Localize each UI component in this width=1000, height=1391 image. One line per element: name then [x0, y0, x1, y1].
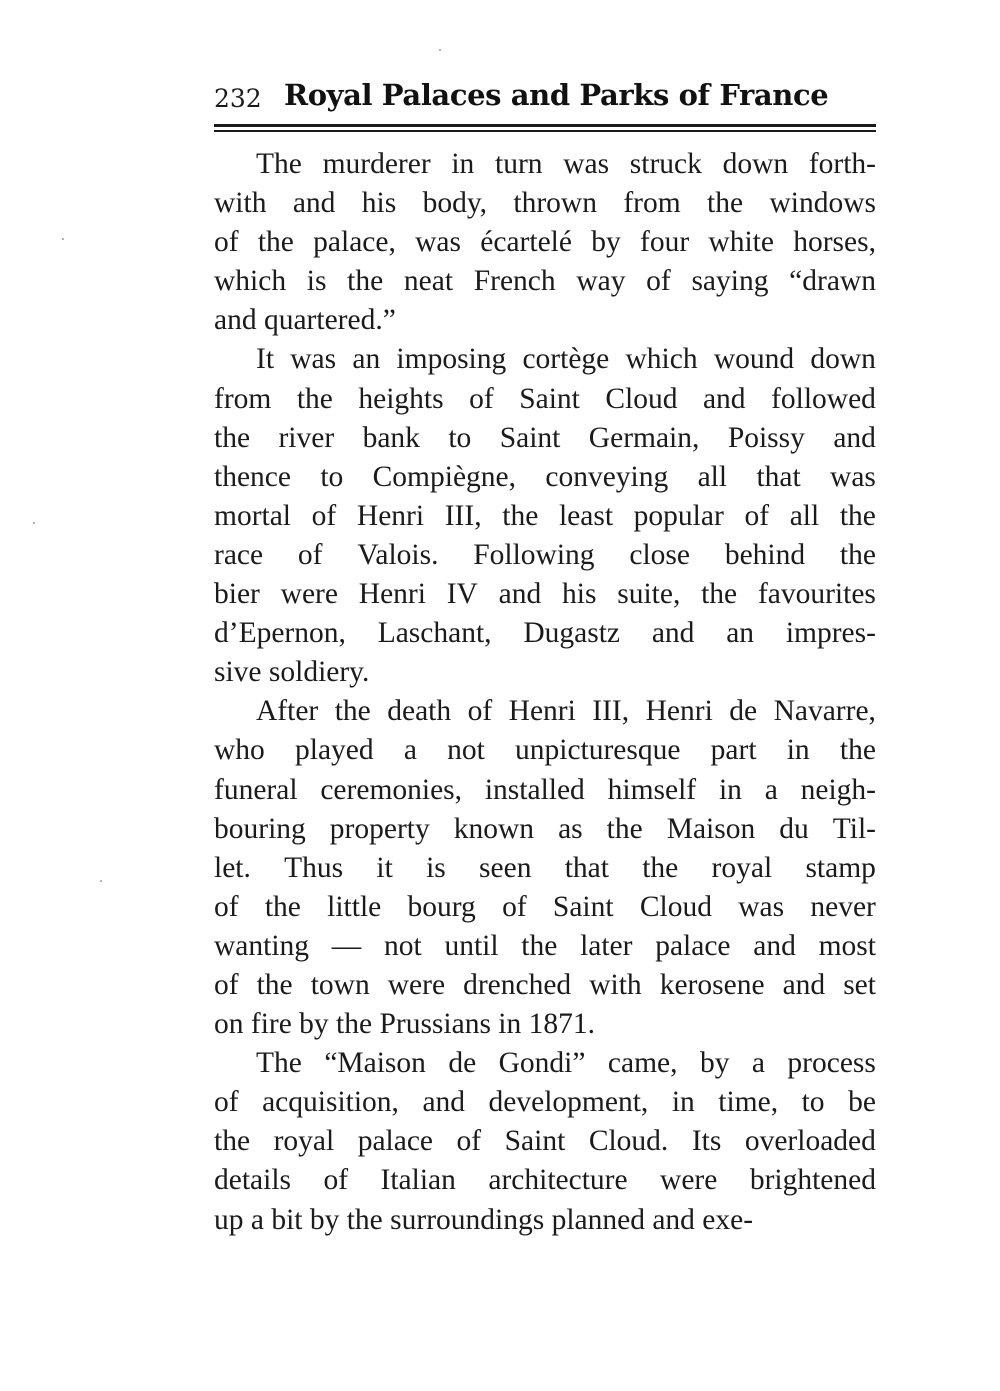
word: which: [214, 265, 287, 298]
word: wanting: [214, 929, 310, 962]
word: favourites: [757, 578, 876, 611]
word: death: [387, 695, 452, 728]
word: wound: [713, 343, 795, 376]
word: Saint: [504, 1125, 566, 1158]
word: time,: [718, 1086, 779, 1119]
word: thence: [214, 460, 291, 493]
text-line: [214, 1122, 876, 1161]
word: the: [264, 890, 301, 923]
word: imposing: [396, 343, 507, 376]
word: was: [415, 226, 462, 259]
word: thrown: [513, 187, 597, 220]
page-header: [214, 78, 876, 124]
word: to: [320, 460, 344, 493]
word: most: [818, 929, 876, 962]
word: palace: [357, 1125, 434, 1158]
word: the: [606, 812, 643, 845]
word: that: [564, 851, 609, 884]
text-line: and quartered.”: [214, 304, 396, 337]
text-line: sive soldiery.: [214, 656, 370, 689]
word: the: [839, 538, 876, 571]
word: was: [830, 460, 876, 493]
word: the: [296, 382, 333, 415]
word: d’Epernon,: [214, 617, 346, 650]
word: Cloud: [639, 890, 712, 923]
word: of: [311, 499, 337, 532]
word: impres-: [785, 617, 876, 650]
word: “drawn: [789, 265, 876, 298]
word: unpicturesque: [515, 734, 681, 767]
word: of: [744, 499, 770, 532]
word: ceremonies,: [320, 773, 463, 806]
word: is: [426, 851, 446, 884]
word: white: [708, 226, 774, 259]
word: popular: [633, 499, 724, 532]
word: and: [833, 421, 876, 454]
word: architecture: [488, 1164, 628, 1197]
word: funeral: [214, 773, 298, 806]
word: which: [625, 343, 698, 376]
word: by: [591, 226, 621, 259]
word: process: [787, 1047, 876, 1080]
text-line: [214, 340, 876, 379]
word: After: [256, 695, 319, 728]
word: neat: [403, 265, 454, 298]
word: came,: [607, 1047, 678, 1080]
word: behind: [724, 538, 806, 571]
word: down: [810, 343, 876, 376]
page-number: 232: [214, 84, 262, 113]
word: and: [753, 929, 796, 962]
paragraph: [214, 145, 876, 340]
word: not: [384, 929, 422, 962]
word: palace: [655, 929, 731, 962]
word: the: [214, 1125, 251, 1158]
text-line: [214, 1161, 876, 1200]
word: let.: [214, 851, 251, 884]
word: were: [660, 1164, 718, 1197]
word: Cloud.: [588, 1125, 669, 1158]
word: a: [403, 734, 417, 767]
word: “Maison: [324, 1047, 426, 1080]
word: was: [290, 343, 337, 376]
word: Navarre,: [773, 695, 876, 728]
scan-speck: [33, 522, 35, 524]
word: river: [278, 421, 335, 454]
text-line: [214, 849, 876, 888]
word: Following: [473, 538, 595, 571]
word: and: [498, 578, 542, 611]
word: all: [789, 499, 820, 532]
word: his: [562, 578, 597, 611]
word: Gondi”: [498, 1047, 586, 1080]
word: stamp: [805, 851, 876, 884]
word: Henri: [508, 695, 576, 728]
word: Laschant,: [377, 617, 492, 650]
word: windows: [769, 187, 876, 220]
scan-speck: [62, 238, 64, 240]
word: an: [352, 343, 381, 376]
text-line: [214, 497, 876, 536]
word: four: [640, 226, 690, 259]
word: with: [589, 968, 642, 1001]
word: that: [756, 460, 801, 493]
word: Italian: [380, 1164, 456, 1197]
word: followed: [771, 382, 876, 415]
word: his: [361, 187, 397, 220]
word: down: [722, 148, 789, 180]
word: from: [623, 187, 681, 220]
paragraph: [214, 692, 876, 1044]
word: Saint: [552, 890, 614, 923]
word: installed: [484, 773, 585, 806]
word: of: [646, 265, 671, 298]
word: Poissy: [727, 421, 805, 454]
word: to: [801, 1086, 825, 1119]
word: It: [256, 343, 275, 376]
word: acquisition,: [262, 1086, 399, 1119]
word: of: [456, 1125, 482, 1158]
text-line: [214, 536, 876, 575]
word: the: [257, 226, 294, 259]
word: be: [848, 1086, 876, 1119]
word: played: [295, 734, 374, 767]
word: the: [521, 929, 558, 962]
word: of: [214, 890, 239, 923]
text-line: [214, 380, 876, 419]
text-line: [214, 810, 876, 849]
word: the: [214, 421, 251, 454]
word: struck: [629, 148, 702, 180]
text-line: [214, 223, 876, 262]
word: III,: [592, 695, 630, 728]
word: bouring: [214, 812, 306, 845]
word: were: [280, 578, 338, 611]
word: III,: [444, 499, 482, 532]
word: who: [214, 734, 265, 767]
text-line: [214, 614, 876, 653]
word: du: [779, 812, 809, 845]
word: saying: [691, 265, 769, 298]
word: of: [214, 226, 239, 259]
word: royal: [273, 1125, 335, 1158]
text-line: [214, 771, 876, 810]
word: an: [726, 617, 755, 650]
word: Thus: [284, 851, 344, 884]
word: to: [448, 421, 472, 454]
word: and: [422, 1086, 466, 1119]
word: with: [214, 187, 267, 220]
word: it: [376, 851, 393, 884]
header-rule-thick: [214, 124, 876, 127]
word: the: [707, 187, 744, 220]
word: details: [214, 1164, 292, 1197]
text-line: [214, 888, 876, 927]
word: bank: [362, 421, 420, 454]
word: the: [256, 968, 293, 1001]
word: was: [563, 148, 610, 180]
word: the: [502, 499, 539, 532]
word: suite,: [617, 578, 681, 611]
word: horses,: [793, 226, 876, 259]
word: were: [387, 968, 446, 1001]
word: French: [473, 265, 556, 298]
word: the: [839, 499, 876, 532]
word: himself: [607, 773, 697, 806]
text-line: [214, 1044, 876, 1083]
word: body,: [422, 187, 488, 220]
word: the: [839, 734, 876, 767]
scan-speck: [439, 49, 441, 51]
word: of: [214, 968, 239, 1001]
word: royal: [711, 851, 773, 884]
word: of: [467, 695, 493, 728]
word: in: [451, 148, 475, 180]
paragraph: [214, 1044, 876, 1239]
word: in: [786, 734, 810, 767]
text-line: [214, 184, 876, 223]
text-line: [214, 927, 876, 966]
word: heights: [358, 382, 444, 415]
word: the: [642, 851, 679, 884]
word: race: [214, 538, 264, 571]
word: least: [558, 499, 614, 532]
word: kerosene: [659, 968, 765, 1001]
text-line: [214, 731, 876, 770]
word: forth-: [808, 148, 876, 180]
word: Dugastz: [523, 617, 621, 650]
word: in: [718, 773, 742, 806]
text-line: [214, 458, 876, 497]
word: and: [651, 617, 695, 650]
word: way: [576, 265, 626, 298]
running-title: Royal Palaces and Parks of France: [284, 78, 829, 112]
word: the: [347, 265, 384, 298]
word: Its: [691, 1125, 722, 1158]
word: never: [810, 890, 876, 923]
text-line: [214, 145, 876, 184]
word: was: [738, 890, 785, 923]
word: Saint: [499, 421, 561, 454]
text-line: up a bit by the surroundings planned and exe-: [214, 1203, 754, 1236]
word: as: [558, 812, 583, 845]
word: later: [580, 929, 633, 962]
word: mortal: [214, 499, 292, 532]
paragraph: [214, 340, 876, 692]
word: not: [447, 734, 485, 767]
word: Cloud: [605, 382, 678, 415]
word: de: [448, 1047, 477, 1080]
word: Maison: [666, 812, 756, 845]
text-line: [214, 575, 876, 614]
word: murderer: [322, 148, 431, 180]
word: Henri: [356, 499, 425, 532]
word: a: [764, 773, 778, 806]
text-line: on fire by the Prussians in 1871.: [214, 1008, 596, 1041]
word: set: [843, 968, 876, 1001]
word: conveying: [545, 460, 669, 493]
text-line: [214, 419, 876, 458]
word: development,: [488, 1086, 649, 1119]
word: from: [214, 382, 272, 415]
word: part: [710, 734, 757, 767]
text-line: [214, 262, 876, 301]
word: of: [214, 1086, 239, 1119]
header-rule-thin: [214, 130, 876, 132]
word: turn: [495, 148, 543, 180]
word: town: [310, 968, 370, 1001]
word: bier: [214, 578, 260, 611]
word: in: [671, 1086, 695, 1119]
word: palace,: [313, 226, 396, 259]
word: of: [323, 1164, 349, 1197]
word: —: [331, 929, 362, 962]
word: Germain,: [588, 421, 700, 454]
word: until: [444, 929, 499, 962]
word: Saint: [519, 382, 580, 415]
word: The: [256, 1047, 302, 1080]
word: Henri: [358, 578, 426, 611]
word: little: [327, 890, 382, 923]
word: known: [453, 812, 535, 845]
word: of: [502, 890, 527, 923]
word: IV: [446, 578, 478, 611]
word: all: [697, 460, 728, 493]
word: Valois.: [357, 538, 439, 571]
word: the: [334, 695, 371, 728]
word: de: [729, 695, 758, 728]
word: Compiègne,: [372, 460, 517, 493]
word: is: [306, 265, 327, 298]
word: the: [701, 578, 738, 611]
word: The: [256, 148, 302, 180]
word: and: [292, 187, 336, 220]
word: by: [699, 1047, 730, 1080]
word: and: [702, 382, 746, 415]
word: close: [629, 538, 690, 571]
word: drenched: [463, 968, 572, 1001]
word: Henri: [645, 695, 713, 728]
word: and: [782, 968, 826, 1001]
text-line: [214, 966, 876, 1005]
word: a: [751, 1047, 765, 1080]
text-line: [214, 1083, 876, 1122]
word: cortège: [522, 343, 610, 376]
word: neigh-: [800, 773, 876, 806]
text-line: [214, 692, 876, 731]
word: écartelé: [480, 226, 572, 259]
scan-speck: [100, 880, 102, 882]
word: Til-: [832, 812, 876, 845]
body-text: [214, 145, 876, 1240]
word: property: [329, 812, 430, 845]
word: bourg: [407, 890, 476, 923]
word: overloaded: [744, 1125, 876, 1158]
word: of: [469, 382, 494, 415]
word: seen: [479, 851, 532, 884]
word: brightened: [749, 1164, 876, 1197]
word: of: [297, 538, 323, 571]
